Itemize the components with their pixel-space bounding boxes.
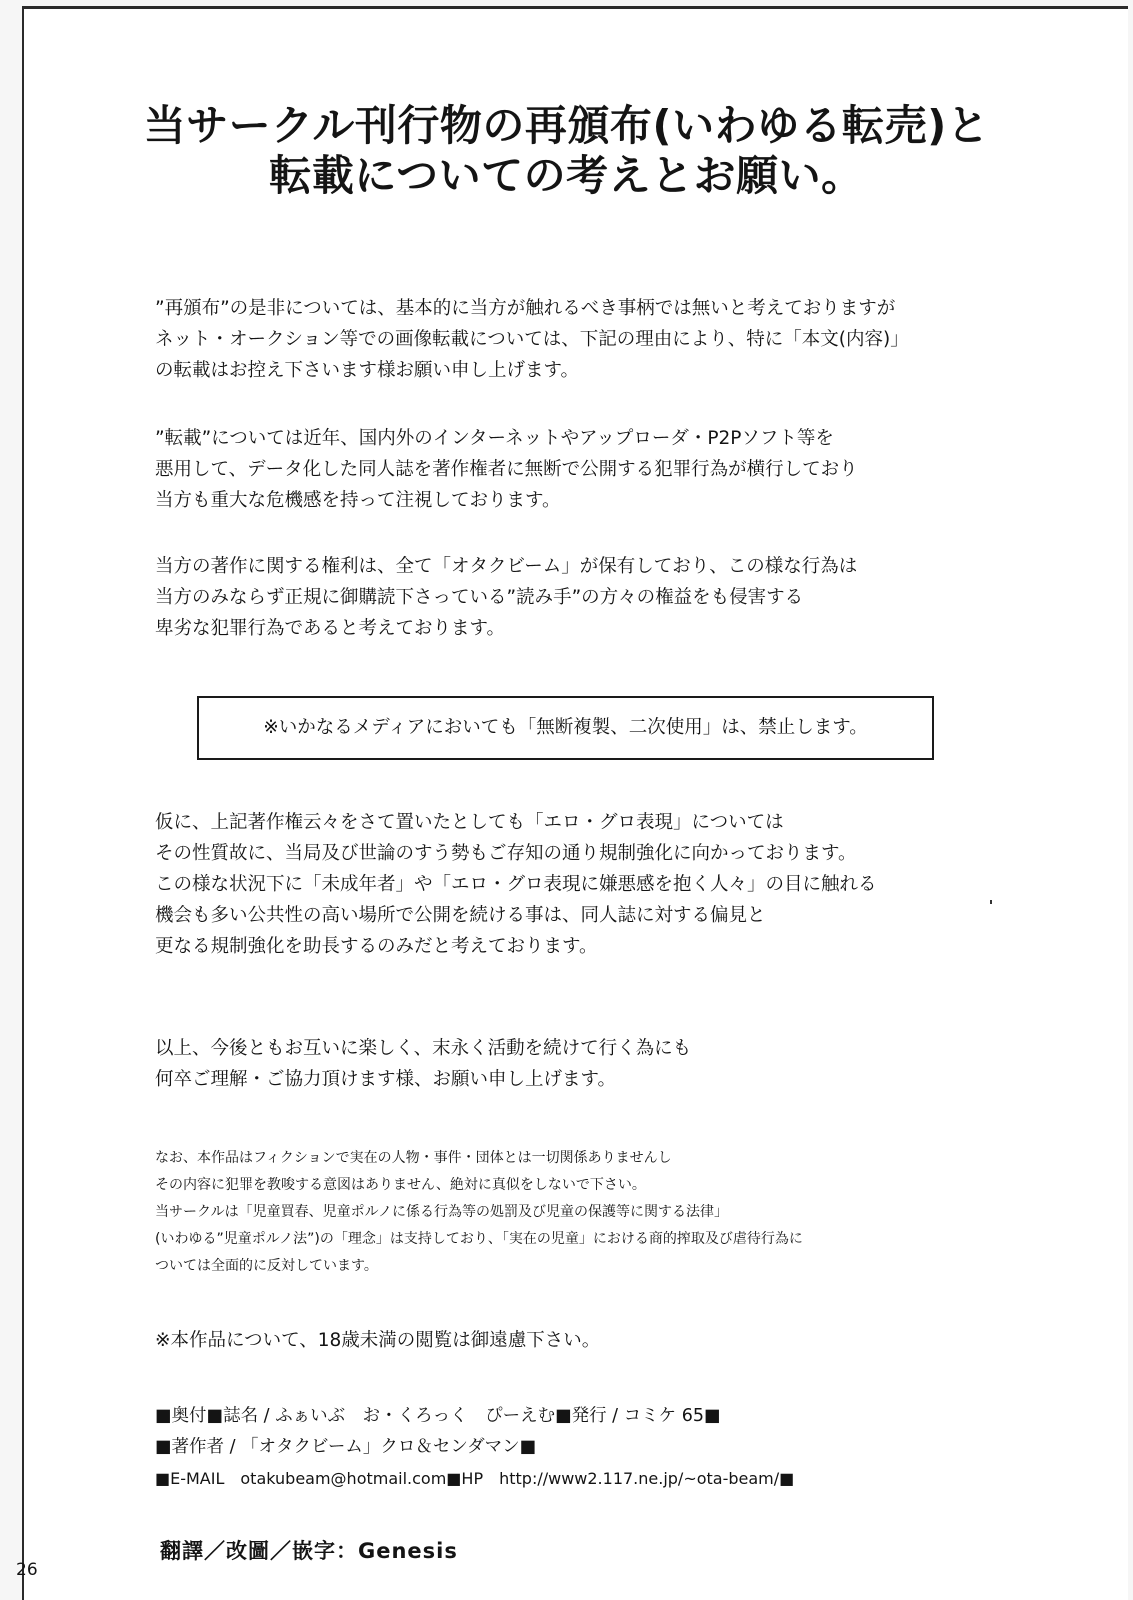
disclaimer-line: ついては全面的に反対しています。 — [155, 1258, 378, 1274]
page-sheet — [22, 6, 1128, 1600]
paragraph-line: 仮に、上記著作権云々をさて置いたとしても「エロ・グロ表現」については — [155, 812, 784, 833]
paragraph-line: 当方のみならず正規に御購読下さっている”読み手”の方々の権益をも侵害する — [155, 587, 804, 608]
paragraph-line: この様な状況下に「未成年者」や「エロ・グロ表現に嫌悪感を抱く人々」の目に触れる — [155, 874, 877, 895]
page-title-line-1: 当サークル刊行物の再頒布(いわゆる転売)と — [143, 101, 990, 150]
paragraph-line: その性質故に、当局及び世論のすう勢もご存知の通り規制強化に向かっております。 — [155, 843, 857, 864]
paragraph-line: 卑劣な犯罪行為であると考えております。 — [155, 618, 506, 639]
disclaimer-line: 当サークルは「児童買春、児童ポルノに係る行為等の処罰及び児童の保護等に関する法律」 — [155, 1204, 729, 1220]
paragraph-line: 悪用して、データ化した同人誌を著作権者に無断で公開する犯罪行為が横行しており — [155, 459, 858, 480]
paragraph-line: 当方の著作に関する権利は、全て「オタクビーム」が保有しており、この様な行為は — [155, 556, 858, 577]
disclaimer-line: その内容に犯罪を教唆する意図はありません、絶対に真似をしないで下さい。 — [155, 1177, 646, 1193]
paragraph-rights — [155, 551, 857, 644]
age-notice: ※本作品について、18歳未満の閲覧は御遠慮下さい。 — [155, 1330, 601, 1351]
paragraph-line: 更なる規制強化を助長するのみだと考えております。 — [155, 936, 598, 957]
disclaimer — [155, 1145, 803, 1280]
disclaimer-line: なお、本作品はフィクションで実在の人物・事件・団体とは一切関係ありませんし — [155, 1150, 672, 1166]
paragraph-line: ネット・オークション等での画像転載については、下記の理由により、特に「本文(内容)」 — [155, 329, 909, 350]
translation-credit: 翻譯／改圖／嵌字：Genesis — [160, 1539, 458, 1563]
colophon-contact-line: ■E-MAIL otakubeam@hotmail.com■HP http://www2.117.ne.jp/~ota-beam/■ — [155, 1469, 795, 1488]
paragraph-closing — [155, 1033, 691, 1095]
paragraph-line: ”転載”については近年、国内外のインターネットやアップローダ・P2Pソフト等を — [155, 428, 834, 449]
page-number: 26 — [16, 1560, 38, 1580]
paragraph-reposting — [155, 423, 858, 516]
paragraph-line: の転載はお控え下さいます様お願い申し上げます。 — [155, 360, 580, 381]
paragraph-line: 機会も多い公共性の高い場所で公開を続ける事は、同人誌に対する偏見と — [155, 905, 766, 926]
scan-speck — [990, 900, 992, 904]
colophon-author-line: ■著作者 / 「オタクビーム」クロ＆センダマン■ — [155, 1437, 537, 1457]
colophon-title-line: ■奥付■誌名 / ふぁいぶ お・くろっく ぴーえむ■発行 / コミケ 65■ — [155, 1406, 721, 1426]
paragraph-line: 当方も重大な危機感を持って注視しております。 — [155, 490, 561, 511]
page-title-line-2: 転載についての考えとお願い。 — [269, 151, 864, 200]
paragraph-redistribution — [155, 293, 909, 386]
paragraph-regulation — [155, 807, 877, 962]
paragraph-line: 以上、今後ともお互いに楽しく、末永く活動を続けて行く為にも — [155, 1038, 692, 1059]
disclaimer-line: (いわゆる”児童ポルノ法”)の「理念」は支持しており、「実在の児童」における商的搾取及び虐待行為に — [155, 1231, 803, 1247]
notice-box: ※いかなるメディアにおいても「無断複製、二次使用」は、禁止します。 — [197, 696, 934, 760]
paragraph-line: ”再頒布”の是非については、基本的に当方が触れるべき事柄では無いと考えておりますが — [155, 298, 896, 319]
paragraph-line: 何卒ご理解・ご協力頂けます様、お願い申し上げます。 — [155, 1069, 617, 1090]
